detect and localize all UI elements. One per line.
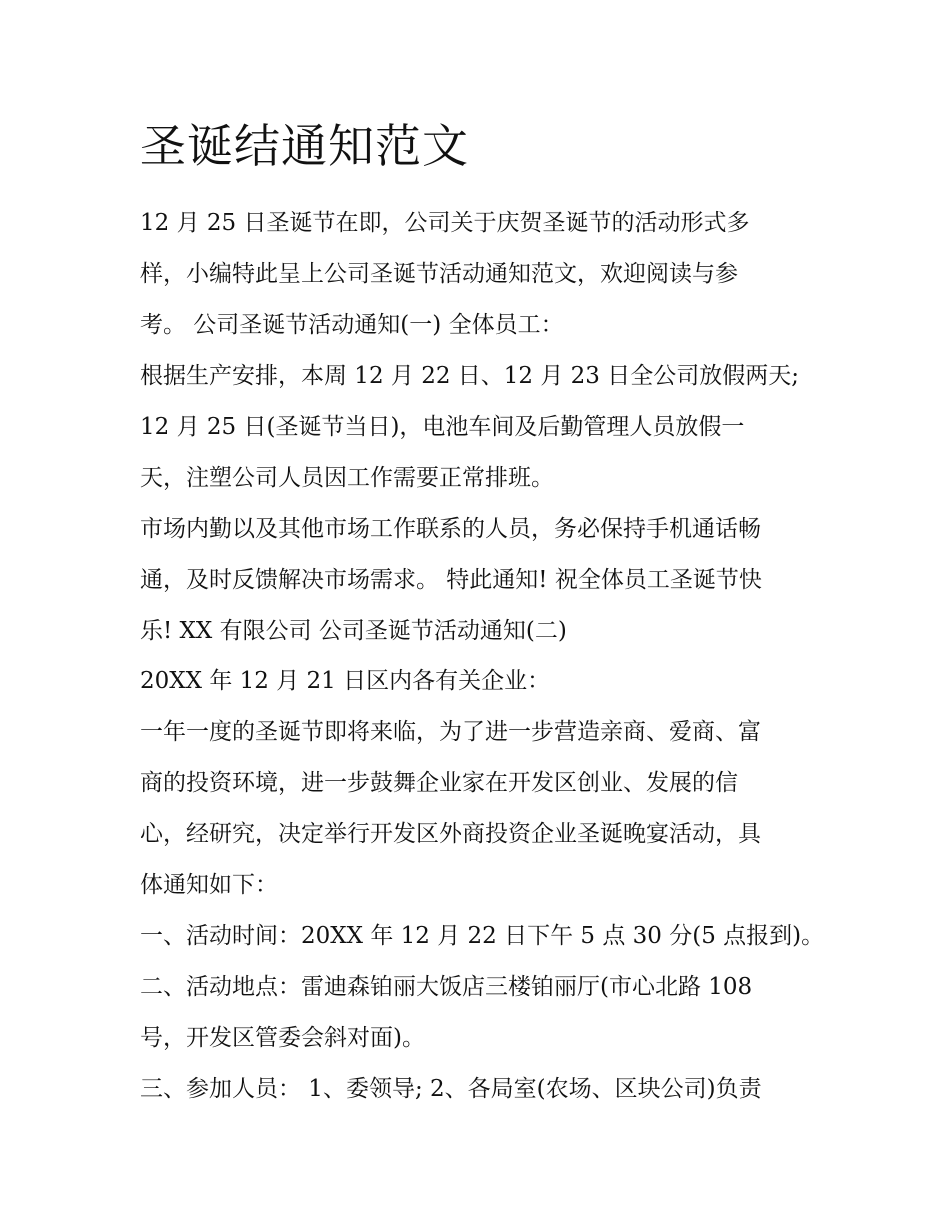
paragraph-line: 心，经研究，决定举行开发区外商投资企业圣诞晚宴活动，具 (140, 821, 761, 847)
paragraph-line: 商的投资环境，进一步鼓舞企业家在开发区创业、发展的信 (140, 770, 738, 796)
paragraph-line: 通，及时反馈解决市场需求。 特此通知! 祝全体员工圣诞节快 (140, 567, 762, 593)
paragraph-line: 天，注塑公司人员因工作需要正常排班。 (140, 465, 554, 491)
paragraph-line: 二、活动地点：雷迪森铂丽大饭店三楼铂丽厅(市心北路 108 (140, 974, 753, 1000)
paragraph-line: 样，小编特此呈上公司圣诞节活动通知范文，欢迎阅读与参 (140, 261, 738, 287)
paragraph-line: 12 月 25 日(圣诞节当日)，电池车间及后勤管理人员放假一 (140, 414, 745, 440)
paragraph-line: 乐! XX 有限公司 公司圣诞节活动通知(二) (140, 618, 567, 644)
paragraph-line: 一、活动时间：20XX 年 12 月 22 日下午 5 点 30 分(5 点报到)。 (140, 923, 825, 949)
paragraph-line: 体通知如下： (140, 872, 278, 898)
paragraph-line: 12 月 25 日圣诞节在即，公司关于庆贺圣诞节的活动形式多 (140, 210, 750, 236)
paragraph-line: 20XX 年 12 月 21 日区内各有关企业： (140, 668, 551, 694)
paragraph-line: 考。 公司圣诞节活动通知(一) 全体员工： (140, 312, 564, 338)
paragraph-line: 号，开发区管委会斜对面)。 (140, 1025, 425, 1051)
paragraph-line: 一年一度的圣诞节即将来临，为了进一步营造亲商、爱商、富 (140, 719, 761, 745)
paragraph-line: 市场内勤以及其他市场工作联系的人员，务必保持手机通话畅 (140, 516, 761, 542)
paragraph-line: 三、参加人员： 1、委领导; 2、各局室(农场、区块公司)负责 (140, 1076, 762, 1102)
paragraph-line: 根据生产安排，本周 12 月 22 日、12 月 23 日全公司放假两天; (140, 363, 799, 389)
document-title: 圣诞结通知范文 (140, 119, 469, 173)
